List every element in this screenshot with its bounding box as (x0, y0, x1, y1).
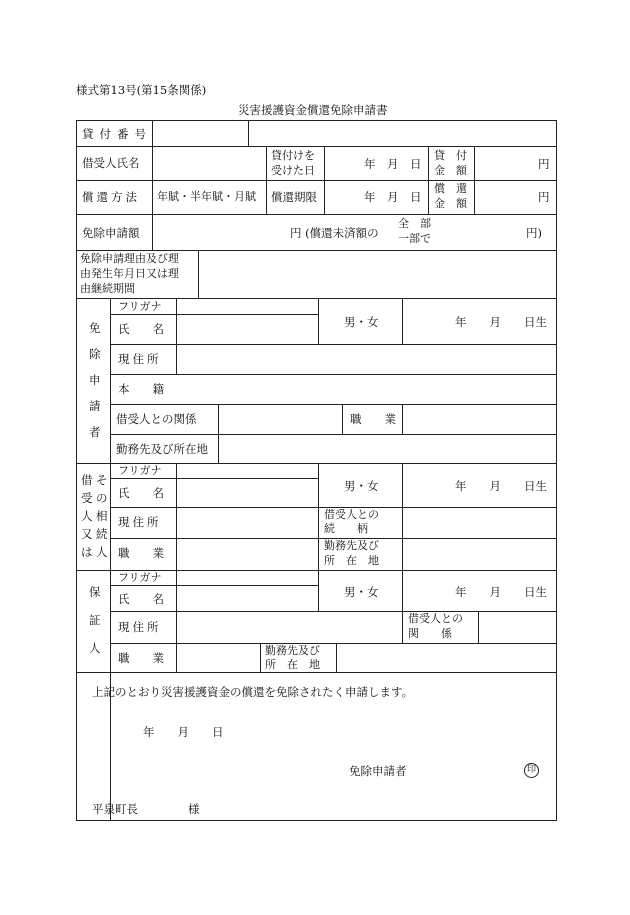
applicant-section-char-4: 請 (89, 399, 101, 413)
guarantor-name-label: 氏 名 (118, 592, 164, 606)
application-date[interactable]: 年 月 日 (143, 725, 224, 739)
form-number: 様式第13号(第15条関係) (76, 83, 207, 97)
applicant-section-char-1: 免 (89, 321, 101, 335)
reason-label-2: 由発生年月日又は理 (80, 267, 179, 280)
applicant-address-field[interactable] (178, 346, 555, 372)
heir-relation-label-1: 借受人との (324, 508, 379, 521)
repay-method-options[interactable]: 年賦・半年賦・月賦 (157, 190, 256, 203)
applicant-signature-label: 免除申請者 (349, 764, 407, 778)
form-title: 災害援護資金償還免除申請書 (238, 103, 388, 117)
heir-label-col2-3: 相 (96, 509, 108, 523)
guarantor-name-field[interactable] (178, 572, 316, 609)
applicant-section-char-3: 申 (89, 373, 101, 387)
heir-label-col2-2: の (96, 491, 108, 505)
applicant-occupation-label: 職 業 (350, 412, 396, 426)
guarantor-occupation-label: 職 業 (118, 651, 164, 665)
loan-number-label: 貸付番号 (82, 127, 152, 141)
guarantor-section-char-2: 証 (89, 613, 101, 627)
heir-label-col2-5: 人 (96, 545, 108, 559)
heir-address-field[interactable] (178, 509, 316, 536)
applicant-gender[interactable]: 男・女 (344, 315, 379, 329)
repay-method-label: 償還方法 (82, 190, 140, 204)
guarantor-address-label: 現住所 (118, 620, 162, 634)
seal-icon: 印 (524, 763, 539, 778)
applicant-section-char-5: 者 (89, 425, 101, 439)
heir-occupation-field[interactable] (178, 540, 316, 568)
repay-amount-label-1: 償 還 (434, 182, 467, 195)
applicant-address-label: 現住所 (118, 352, 162, 366)
exemption-amount-label: 免除申請額 (82, 226, 140, 240)
heir-workplace-label-1: 勤務先及び (324, 539, 379, 552)
guarantor-workplace-label-1: 勤務先及び (265, 644, 320, 657)
heir-occupation-label: 職 業 (118, 546, 164, 560)
applicant-section-char-2: 除 (89, 347, 101, 361)
applicant-occupation-field[interactable] (404, 406, 555, 432)
addressee: 平泉町長 (92, 802, 138, 816)
repay-amount-label-2: 金 額 (434, 197, 467, 210)
heir-label-col1-5: は (81, 545, 93, 559)
heir-label-col1-2: 受 (81, 491, 93, 505)
exemption-all-option[interactable]: 全 部 (398, 217, 431, 230)
applicant-workplace-label: 勤務先及び所在地 (116, 442, 208, 456)
heir-address-label: 現住所 (118, 515, 162, 529)
received-date-label-1: 貸付けを (271, 149, 315, 162)
heir-label-col2-1: そ (96, 473, 108, 487)
exemption-amount-text: 円 (償還未済額の (290, 226, 379, 240)
guarantor-workplace-label-2: 所 在 地 (265, 658, 320, 671)
repay-amount-yen: 円 (538, 190, 550, 204)
heir-name-label: 氏 名 (118, 486, 164, 500)
reason-label-3: 由継続期間 (80, 282, 135, 295)
repay-deadline-value[interactable]: 年 月 日 (364, 190, 422, 204)
reason-label-1: 免除申請理由及び理 (80, 252, 179, 265)
heir-name-field[interactable] (178, 465, 316, 505)
exemption-part-option[interactable]: 一部で (398, 232, 431, 245)
guarantor-address-field[interactable] (178, 613, 400, 641)
heir-gender[interactable]: 男・女 (344, 479, 379, 493)
applicant-birth[interactable]: 年 月 日生 (455, 315, 547, 329)
exemption-close-yen: 円) (526, 226, 542, 240)
loan-amount-label-2: 金 額 (434, 164, 467, 177)
heir-birth[interactable]: 年 月 日生 (455, 479, 547, 493)
guarantor-relation-field[interactable] (480, 613, 555, 641)
heir-label-col1-1: 借 (81, 473, 93, 487)
guarantor-furigana-label: フリガナ (118, 571, 162, 584)
applicant-domicile-label: 本 籍 (118, 382, 164, 396)
heir-label-col1-3: 人 (81, 509, 93, 523)
applicant-furigana-label: フリガナ (118, 300, 162, 313)
statement-text: 上記のとおり災害援護資金の償還を免除されたく申請します。 (92, 685, 414, 699)
applicant-name-field[interactable] (178, 300, 316, 342)
heir-furigana-label: フリガナ (118, 464, 162, 477)
heir-relation-label-2: 続 柄 (324, 522, 368, 535)
received-date-label-2: 受けた日 (271, 164, 315, 177)
addressee-sama: 様 (188, 802, 200, 816)
heir-relation-field[interactable] (404, 509, 555, 536)
heir-workplace-label-2: 所 在 地 (324, 554, 379, 567)
loan-amount-yen: 円 (538, 157, 550, 171)
applicant-relation-label: 借受人との関係 (116, 412, 197, 426)
applicant-name-label: 氏 名 (118, 322, 164, 336)
guarantor-workplace-field[interactable] (338, 645, 555, 670)
guarantor-gender[interactable]: 男・女 (344, 585, 379, 599)
heir-label-col1-4: 又 (81, 527, 93, 541)
borrower-name-field[interactable] (154, 148, 264, 178)
borrower-name-label: 借受人氏名 (82, 156, 140, 170)
guarantor-relation-label-2: 関 係 (408, 627, 452, 640)
guarantor-relation-label-1: 借受人との (408, 612, 463, 625)
guarantor-section-char-3: 人 (89, 641, 101, 655)
guarantor-section-char-1: 保 (89, 585, 101, 599)
applicant-domicile-field[interactable] (178, 376, 555, 402)
repay-deadline-label: 償還期限 (271, 190, 317, 204)
heir-label-col2-4: 続 (96, 527, 108, 541)
loan-amount-label-1: 貸 付 (434, 149, 467, 162)
applicant-relation-field[interactable] (220, 406, 340, 432)
received-date-value[interactable]: 年 月 日 (364, 157, 422, 171)
heir-workplace-field[interactable] (404, 540, 555, 568)
reason-field[interactable] (200, 252, 555, 296)
guarantor-occupation-field[interactable] (178, 645, 258, 670)
guarantor-birth[interactable]: 年 月 日生 (455, 585, 547, 599)
loan-number-field[interactable] (154, 122, 246, 144)
applicant-workplace-field[interactable] (220, 436, 555, 461)
